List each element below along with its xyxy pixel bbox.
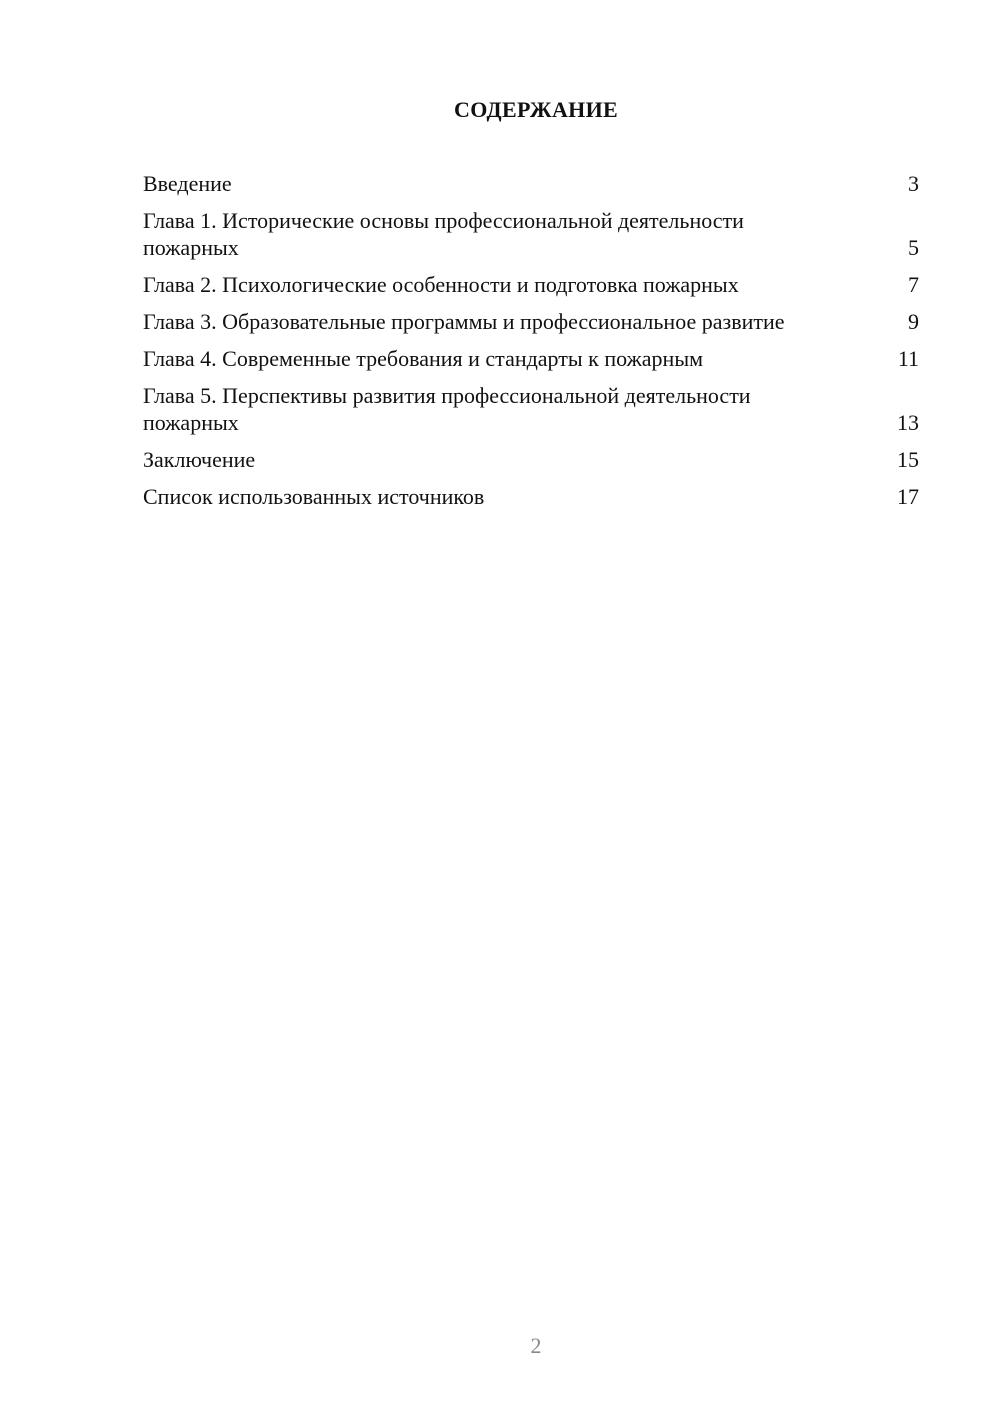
- toc-entry-text: Глава 5. Перспективы развития профессиональной деятельности пожарных: [143, 383, 751, 435]
- toc-entry-page: 3: [908, 171, 919, 196]
- toc-entry-text: Глава 1. Исторические основы профессиональной деятельности пожарных: [143, 208, 744, 260]
- toc-entry-text: Глава 3. Образовательные программы и профессиональное развитие: [143, 309, 785, 334]
- toc-entry-chapter-3[interactable]: [143, 308, 919, 335]
- toc-entry-references[interactable]: [143, 483, 919, 510]
- toc-entry-chapter-4[interactable]: [143, 345, 919, 372]
- toc-entry-page: 13: [897, 410, 919, 435]
- toc-entry-page: 11: [897, 346, 919, 371]
- toc-entry-page: 5: [908, 235, 919, 260]
- toc-entry-chapter-5[interactable]: [143, 382, 919, 436]
- toc-entry-text: Глава 4. Современные требования и стандарты к пожарным: [143, 346, 704, 371]
- toc-entry-chapter-2[interactable]: [143, 271, 919, 298]
- toc-entry-page: 9: [908, 309, 919, 334]
- toc-entry-text: Список использованных источников: [143, 484, 485, 509]
- table-of-contents: [143, 170, 919, 520]
- toc-entry-text: Глава 2. Психологические особенности и подготовка пожарных: [143, 272, 739, 297]
- toc-entry-text: Введение: [143, 171, 232, 196]
- toc-entry-conclusion[interactable]: [143, 446, 919, 473]
- toc-entry-chapter-1[interactable]: [143, 207, 919, 261]
- toc-entry-introduction[interactable]: [143, 170, 919, 197]
- page-number: 2: [530, 1333, 542, 1358]
- toc-entry-text: Заключение: [143, 447, 256, 472]
- toc-title: СОДЕРЖАНИЕ: [454, 97, 618, 122]
- toc-entry-page: 7: [908, 272, 919, 297]
- toc-entry-page: 17: [897, 484, 919, 509]
- toc-entry-page: 15: [897, 447, 919, 472]
